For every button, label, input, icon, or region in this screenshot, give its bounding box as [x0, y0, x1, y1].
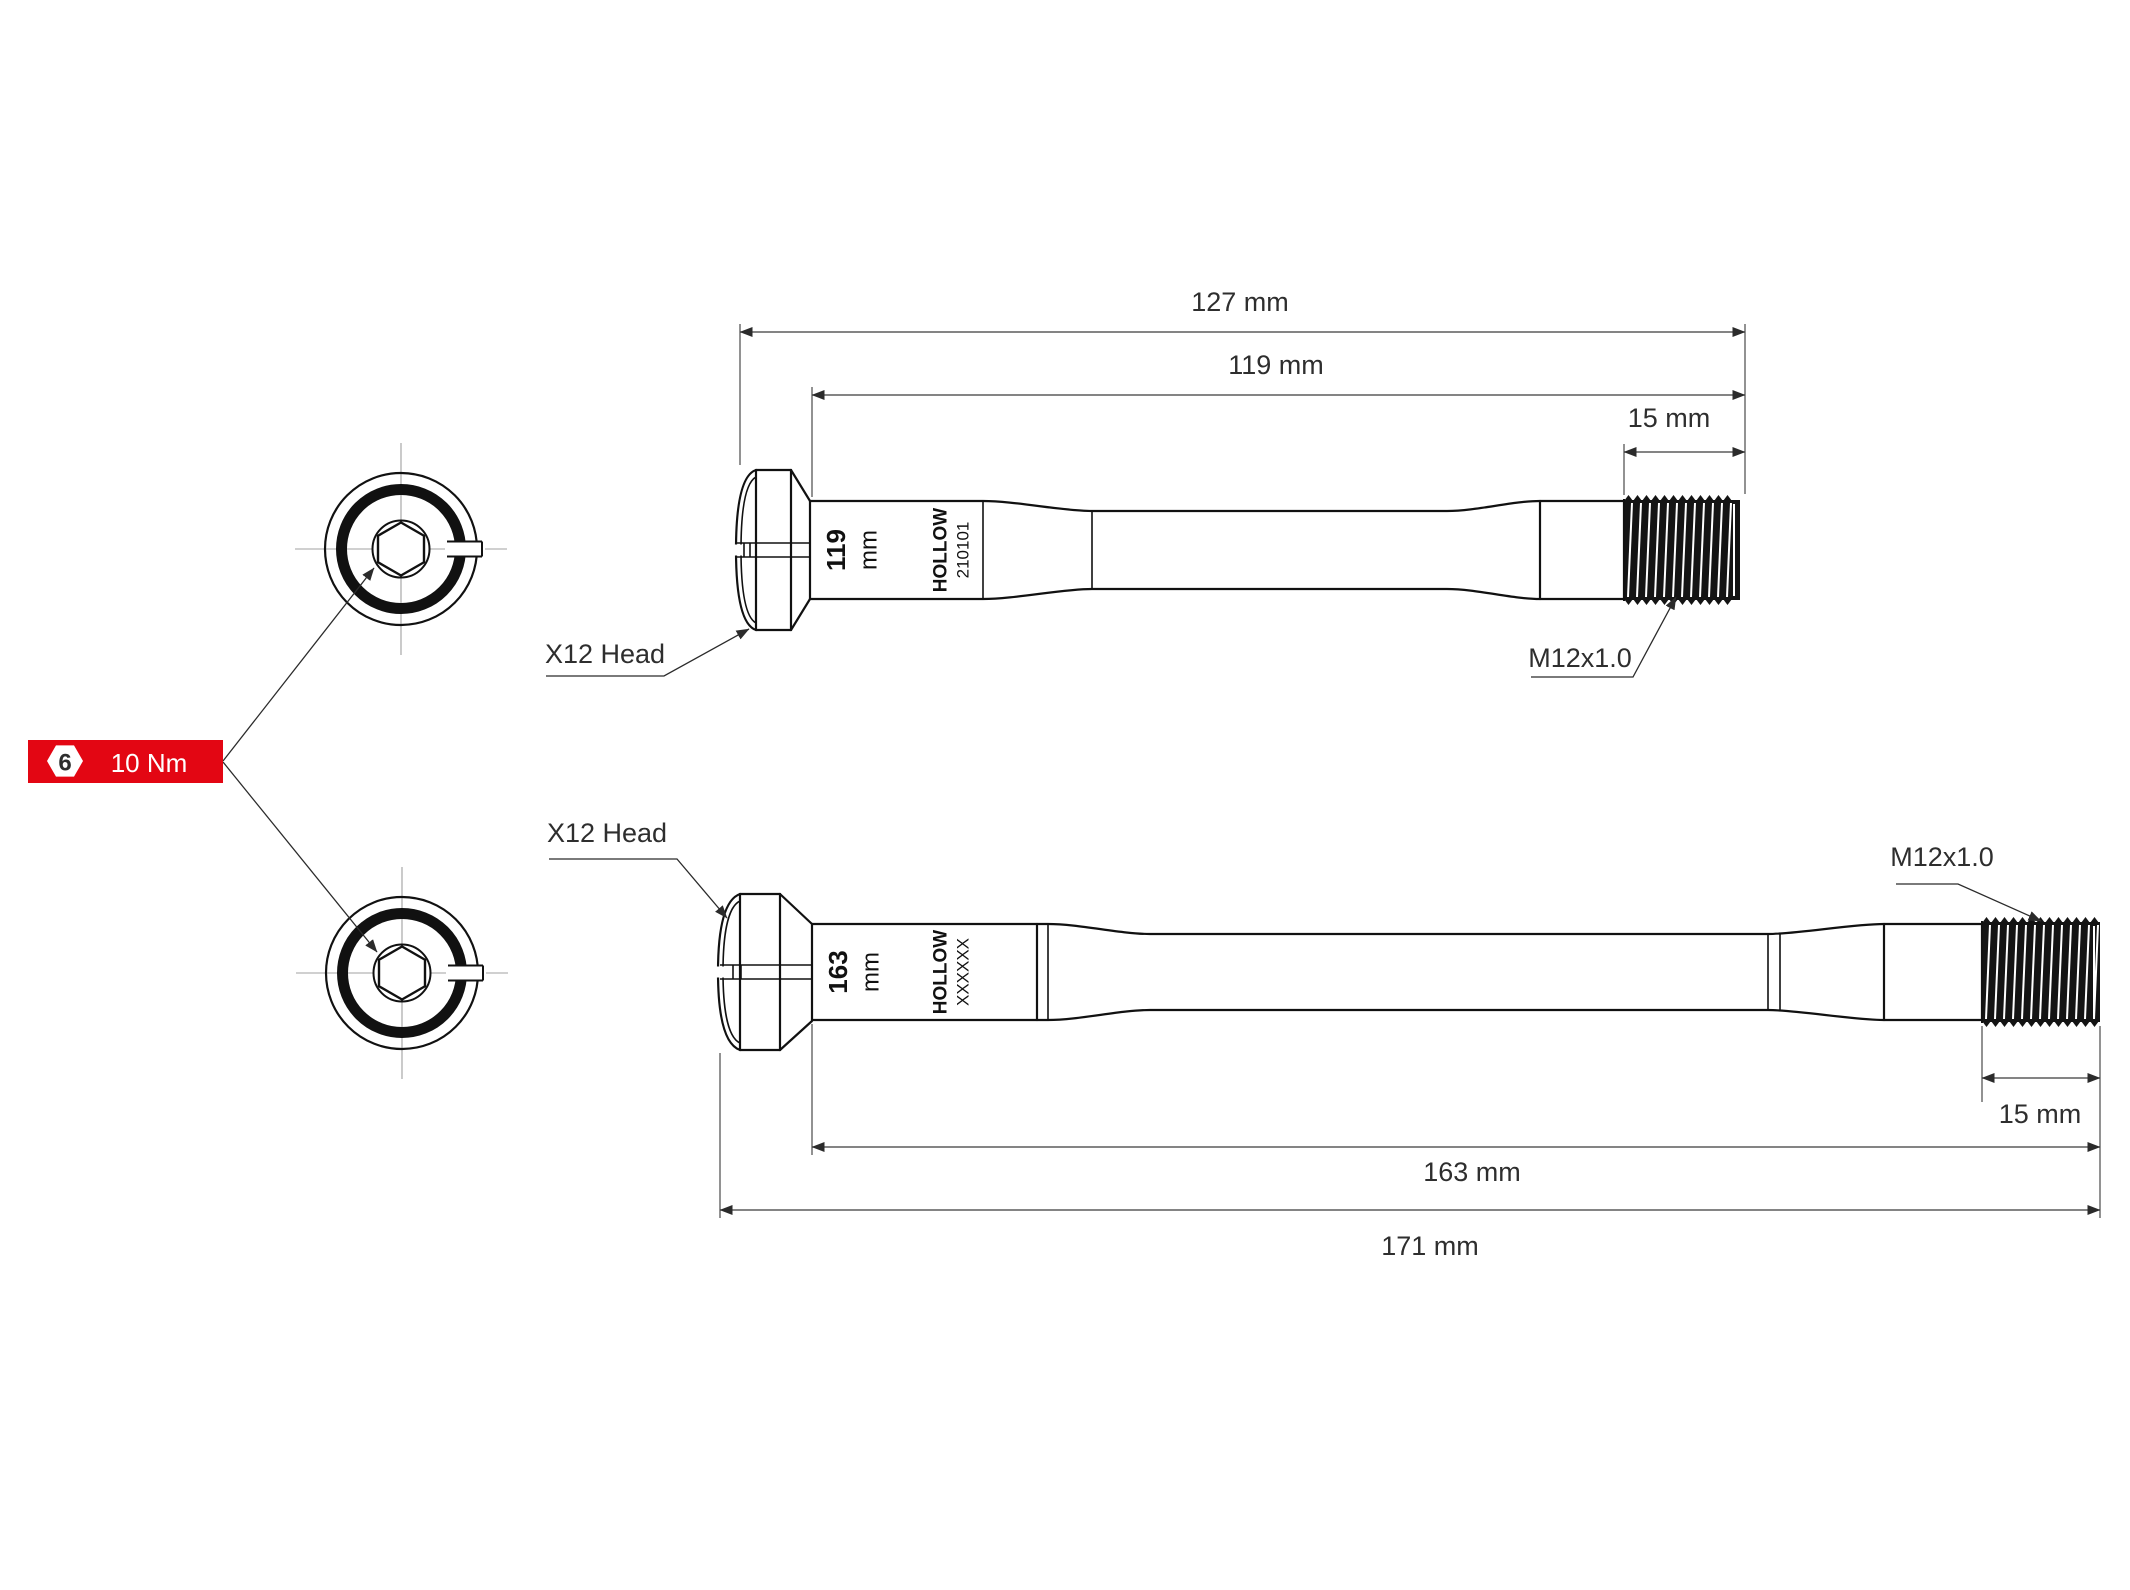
rear-thread-leader: [1896, 884, 2041, 921]
front-thread-spec: M12x1.0: [1528, 643, 1632, 673]
rear-thread-spec: M12x1.0: [1890, 842, 1994, 872]
front-marking-brand: HOLLOW: [930, 507, 952, 593]
rear-body-bottom-edge: [812, 1010, 1982, 1020]
rear-head-label: X12 Head: [546, 818, 668, 848]
front-marking-code: 210101: [953, 521, 973, 579]
rear-axle-labels: [547, 818, 2041, 921]
rear-axle-side-view: [714, 894, 2100, 1050]
badge-leader-front: [223, 568, 374, 761]
rear-marking-length: 163: [823, 950, 853, 994]
front-axle-labels: [545, 597, 1676, 677]
front-axle-end-view: [295, 443, 507, 655]
badge-leader-rear: [223, 762, 377, 952]
rear-dim-body-text: 163 mm: [1423, 1157, 1521, 1187]
rear-head-slot-gap: [714, 967, 725, 978]
front-marking-unit: mm: [855, 530, 883, 570]
rear-marking-brand: HOLLOW: [930, 929, 952, 1015]
torque-badge: [28, 568, 377, 952]
front-head-label: X12 Head: [544, 639, 666, 669]
front-dim-thread-text: 15 mm: [1627, 403, 1711, 433]
rear-body-top-edge: [812, 924, 1982, 934]
hex-key-size: 6: [58, 749, 72, 777]
front-axle-side-view: [731, 470, 1740, 630]
rear-thread-section: [1982, 917, 2100, 1027]
rear-marking-unit: mm: [857, 952, 885, 992]
rear-dim-overall-text: 171 mm: [1381, 1231, 1479, 1261]
front-marking-length: 119: [821, 529, 851, 571]
rear-marking-code: XXXXXX: [953, 937, 973, 1007]
front-dim-body-text: 119 mm: [1228, 350, 1324, 380]
torque-value: 10 Nm: [110, 748, 188, 778]
rear-axle-dimensions: [720, 1024, 2100, 1261]
front-head-slot-gap: [731, 545, 743, 556]
rear-head-leader: [549, 859, 727, 918]
front-axle-dimensions: [740, 287, 1745, 497]
rear-dim-thread-text: 15 mm: [1998, 1099, 2082, 1129]
front-dim-overall-text: 127 mm: [1191, 287, 1289, 317]
front-thread-section: [1624, 495, 1740, 605]
rear-head-dome-inner: [723, 901, 740, 1043]
rear-axle-end-view: [296, 867, 508, 1079]
